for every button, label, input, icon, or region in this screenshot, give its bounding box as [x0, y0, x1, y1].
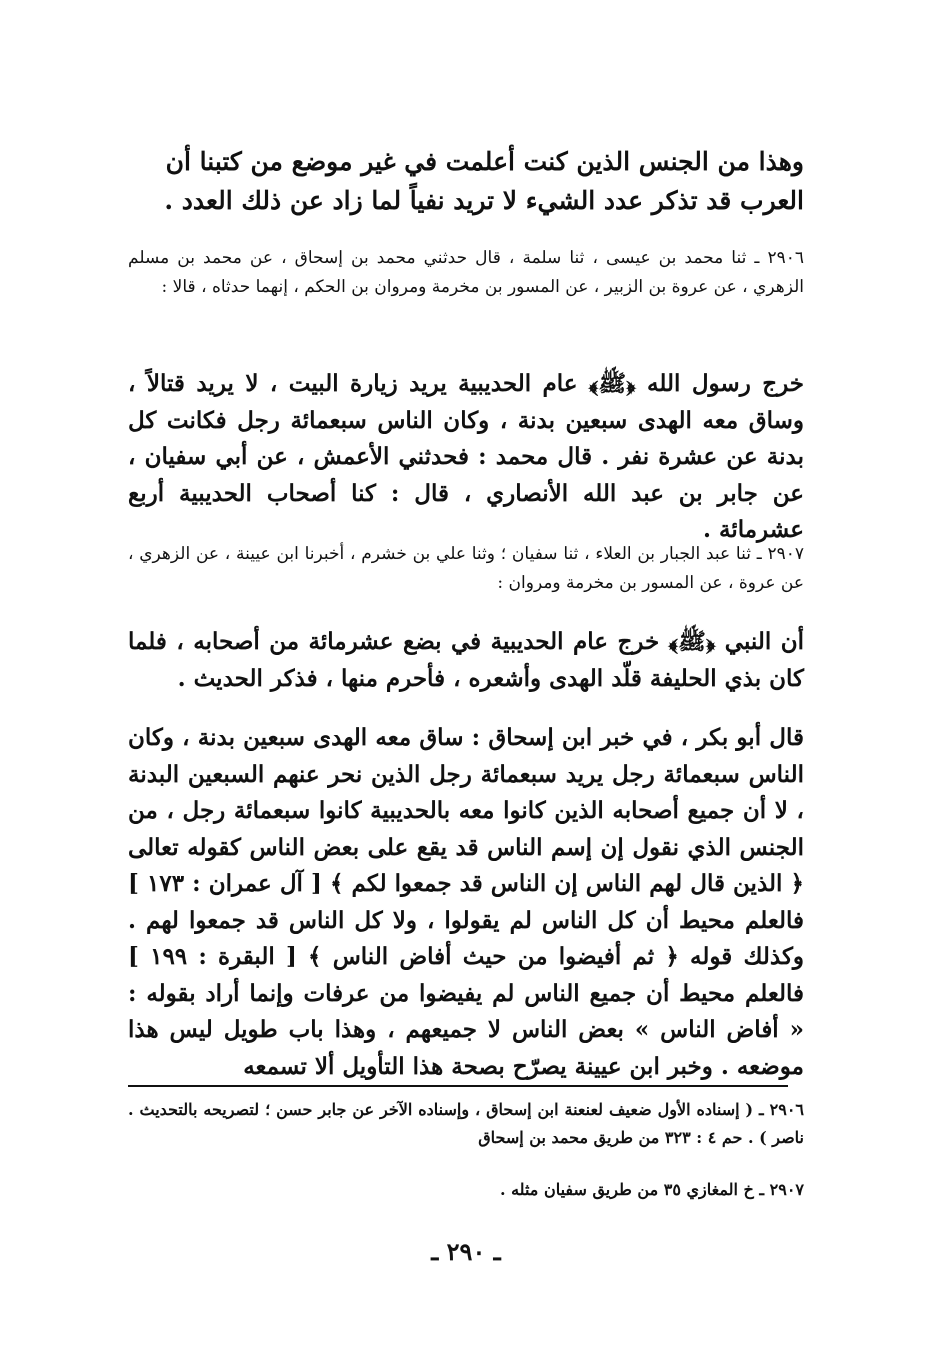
footnote-2906: ٢٩٠٦ ـ ( إسناده الأول ضعيف لعنعنة ابن إسحاق ، وإسناده الآخر عن جابر حسن ؛ لتصريحه بالتحديث . ناصر ) . حم ٤ : ٣٢٣ من طريق محمد بن إسحاق: [128, 1100, 804, 1147]
page-number: ـ ٢٩٠ ـ: [431, 1237, 501, 1266]
hadith-2906-isnad: ٢٩٠٦ ـ ثنا محمد بن عيسى ، ثنا سلمة ، قال حدثني محمد بن إسحاق ، عن محمد بن مسلم الزهري ، عن عروة بن الزبير ، عن المسور بن مخرمة ومروان بن الحكم ، إنهما حدثاه ، قالا :: [128, 248, 804, 297]
hadith-2906-matn: خرج رسول الله ﴿ﷺ﴾ عام الحديبية يريد زيارة البيت ، لا يريد قتالاً ، وساق معه الهدى سبعين بدنة ، وكان الناس سبعمائة رجل فكانت كل بدنة عن عشرة نفر . قال محمد : فحدثني الأعمش ، عن أبي سفيان ، عن جابر بن عبد الله الأنصاري ، قال : كنا أصحاب الحديبية أربع عشرمائة .: [128, 370, 804, 543]
hadith-2907-isnad: ٢٩٠٧ ـ ثنا عبد الجبار بن العلاء ، ثنا سفيان ؛ وثنا علي بن خشرم ، أخبرنا ابن عيينة ، عن الزهري ، عن عروة ، عن المسور بن مخرمة ومروان :: [128, 544, 804, 593]
commentary-paragraph: قال أبو بكر ، في خبر ابن إسحاق : ساق معه الهدى سبعين بدنة ، وكان الناس سبعمائة رجل يريد سبعمائة رجل الذين نحر عنهم السبعين البدنة ، لا أن جميع أصحابه الذين كانوا معه بالحديبية كانوا سبعمائة رجل ، من الجنس الذي نقول إن إسم الناس قد يقع على بعض الناس كقوله تعالى ﴿ الذين قال لهم الناس إن الناس قد جمعوا لكم ﴾ [ آل عمران : ١٧٣ ] فالعلم محيط أن كل الناس لم يقولوا ، ولا كل الناس قد جمعوا لهم . وكذلك قوله ﴿ ثم أفيضوا من حيث أفاض الناس ﴾ [ البقرة : ١٩٩ ] فالعلم محيط أن جميع الناس لم يفيضوا من عرفات وإنما أراد بقوله : « أفاض الناس » بعض الناس لا جميعهم ، وهذا باب طويل ليس هذا موضعه . وخبر ابن عيينة يصرّح بصحة هذا التأويل ألا تسمعه: [128, 724, 804, 1080]
footnote-2907: ٢٩٠٧ ـ خ المغازي ٣٥ من طريق سفيان مثله .: [499, 1180, 804, 1199]
intro-paragraph: [128, 142, 804, 220]
hadith-2907-matn: أن النبي ﴿ﷺ﴾ خرج عام الحديبية في بضع عشرمائة من أصحابه ، فلما كان بذي الحليفة قلّد الهدى وأشعره ، فأحرم منها ، فذكر الحديث .: [128, 628, 804, 692]
intro-line-1: وهذا من الجنس الذين كنت أعلمت في غير موضع من كتبنا أن: [165, 147, 804, 176]
footnote-separator: [128, 1085, 788, 1087]
intro-line-2: العرب قد تذكر عدد الشيء لا تريد نفياً لما زاد عن ذلك العدد .: [164, 186, 804, 215]
